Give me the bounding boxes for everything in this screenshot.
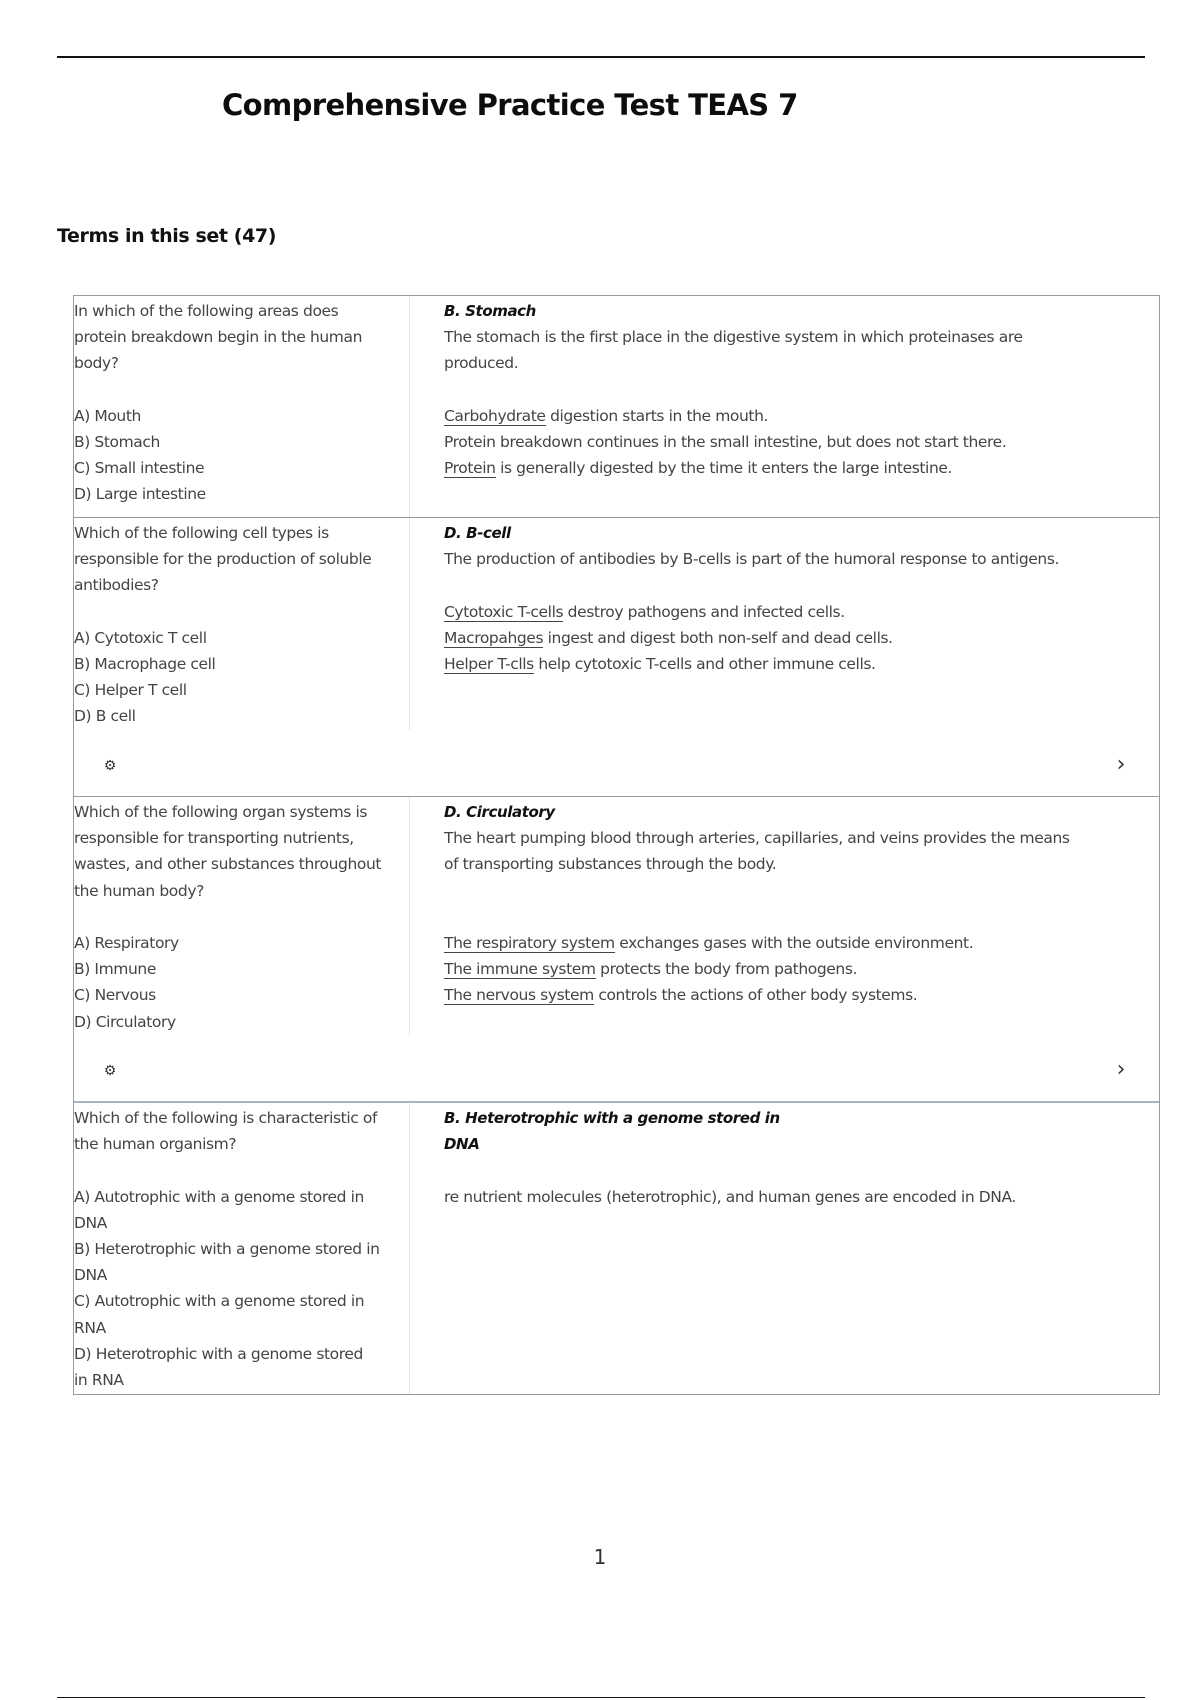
answer-cell <box>410 797 1159 1101</box>
note-underlined: The immune system <box>444 960 596 979</box>
option: DNA <box>74 1213 107 1232</box>
question-cell <box>74 296 410 517</box>
term-card <box>74 517 1159 796</box>
note-underlined: Macropahges <box>444 628 544 647</box>
explanation-line: The stomach is the first place in the digestive system in which proteinases are <box>444 328 1023 347</box>
page-number: 1 <box>593 1545 607 1569</box>
note-underlined: Carbohydrate <box>444 406 546 425</box>
gear-icon[interactable]: ⚙ <box>103 758 117 774</box>
answer-title: D. B-cell <box>444 524 511 542</box>
note-line: Macropahges ingest and digest both non-self and dead cells. <box>444 628 893 647</box>
question-line: Which of the following organ systems is <box>74 803 368 821</box>
header-rule <box>57 56 1145 58</box>
terms-table <box>73 295 1160 1395</box>
note-underlined: The respiratory system <box>444 933 615 952</box>
question-line: the human body? <box>74 881 204 900</box>
gear-icon[interactable]: ⚙ <box>103 1063 117 1079</box>
note-underlined: Protein <box>444 459 496 478</box>
note-line: Cytotoxic T-cells destroy pathogens and infected cells. <box>444 602 845 621</box>
note-line: Helper T-clls help cytotoxic T-cells and other immune cells. <box>444 655 876 673</box>
note-line: The respiratory system exchanges gases with the outside environment. <box>444 933 974 952</box>
note-underlined: Cytotoxic T-cells <box>444 602 564 621</box>
option: C) Helper T cell <box>74 681 187 700</box>
note-line: Carbohydrate digestion starts in the mouth. <box>444 406 769 425</box>
note-underlined: Helper T-clls <box>444 655 534 673</box>
answer-title: DNA <box>444 1135 480 1154</box>
card-footer <box>74 752 1159 777</box>
option: D) B cell <box>74 707 136 726</box>
note-line: Protein is generally digested by the time it enters the large intestine. <box>444 459 953 478</box>
answer-title: B. Heterotrophic with a genome stored in <box>444 1109 780 1127</box>
question-line: responsible for transporting nutrients, <box>74 829 354 848</box>
option: B) Macrophage cell <box>74 655 216 673</box>
explanation-line: The production of antibodies by B-cells is part of the humoral response to antigens. <box>444 550 1060 569</box>
question-line: Which of the following is characteristic of <box>74 1109 378 1127</box>
option: A) Cytotoxic T cell <box>74 628 207 647</box>
option: D) Large intestine <box>74 485 206 504</box>
option: B) Heterotrophic with a genome stored in <box>74 1240 380 1258</box>
question-line: wastes, and other substances throughout <box>74 855 382 874</box>
note-line: The nervous system controls the actions of other body systems. <box>444 986 918 1005</box>
question-cell <box>74 797 410 1035</box>
explanation-line: The heart pumping blood through arteries, capillaries, and veins provides the means <box>444 829 1070 848</box>
chevron-right-icon[interactable]: › <box>1116 752 1126 777</box>
option: C) Nervous <box>74 986 156 1005</box>
question-line: the human organism? <box>74 1135 237 1154</box>
answer-title: D. Circulatory <box>444 803 555 821</box>
question-line: In which of the following areas does <box>74 302 339 320</box>
term-card <box>74 296 1159 517</box>
option: B) Immune <box>74 960 156 979</box>
question-line: Which of the following cell types is <box>74 524 329 542</box>
page-title: Comprehensive Practice Test TEAS 7 <box>222 88 798 122</box>
option: B) Stomach <box>74 433 160 451</box>
option: D) Circulatory <box>74 1012 176 1031</box>
note-underlined: The nervous system <box>444 986 594 1005</box>
chevron-right-icon[interactable]: › <box>1116 1057 1126 1082</box>
option: in RNA <box>74 1371 124 1390</box>
note-line: Protein breakdown continues in the small intestine, but does not start there. <box>444 433 1007 451</box>
answer-cell <box>410 1103 1159 1394</box>
question-line: antibodies? <box>74 576 159 595</box>
answer-cell <box>410 518 1159 796</box>
answer-cell <box>410 296 1159 517</box>
option: A) Respiratory <box>74 934 179 952</box>
option: A) Autotrophic with a genome stored in <box>74 1187 364 1206</box>
explanation-line: re nutrient molecules (heterotrophic), and human genes are encoded in DNA. <box>444 1187 1016 1206</box>
footer-rule <box>57 1697 1145 1698</box>
note-line: The immune system protects the body from pathogens. <box>444 960 858 979</box>
option: DNA <box>74 1266 107 1285</box>
term-card <box>74 796 1159 1101</box>
option: C) Autotrophic with a genome stored in <box>74 1292 365 1311</box>
answer-title: B. Stomach <box>444 302 536 320</box>
question-cell <box>74 1103 410 1394</box>
term-card <box>74 1101 1159 1394</box>
question-line: body? <box>74 354 119 373</box>
option: RNA <box>74 1318 106 1337</box>
option: D) Heterotrophic with a genome stored <box>74 1344 363 1363</box>
option: C) Small intestine <box>74 459 205 478</box>
explanation-line: produced. <box>444 354 519 373</box>
question-cell <box>74 518 410 730</box>
question-line: responsible for the production of soluble <box>74 550 372 569</box>
explanation-line: of transporting substances through the body. <box>444 855 777 874</box>
question-line: protein breakdown begin in the human <box>74 328 363 347</box>
option: A) Mouth <box>74 406 141 425</box>
card-footer <box>74 1057 1159 1082</box>
terms-count-heading: Terms in this set (47) <box>57 225 277 247</box>
